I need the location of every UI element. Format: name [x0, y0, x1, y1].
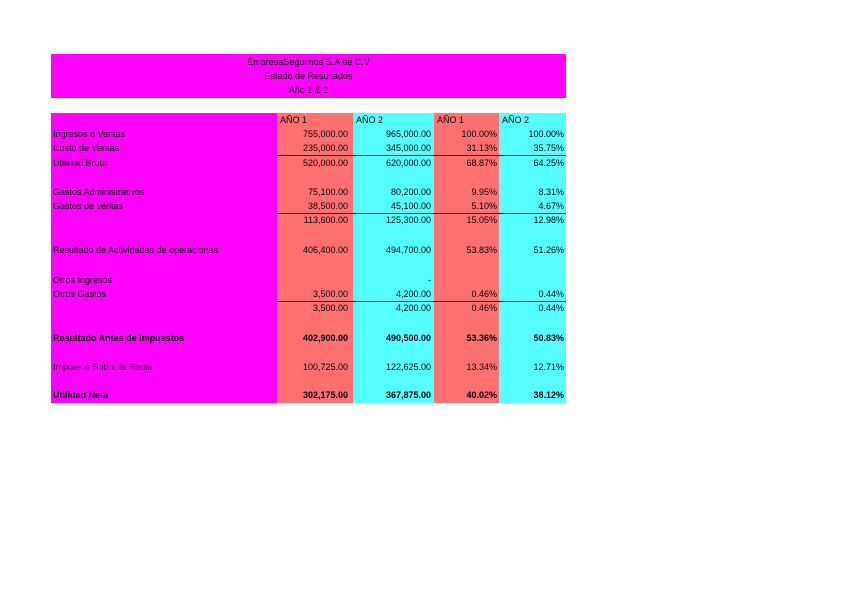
- year2-amount: -: [428, 275, 431, 285]
- year2-amount: 367,875.00: [385, 390, 431, 400]
- year2-amount: 125,300.00: [385, 215, 431, 225]
- row-total-otros: [51, 302, 566, 315]
- year1-amount: 113,600.00: [303, 215, 348, 225]
- year1-percent: [434, 274, 497, 287]
- year1-amount: 3,500.00: [312, 303, 348, 313]
- year2-percent: [499, 274, 564, 287]
- row-gastos-administrativos: [51, 186, 566, 199]
- year1-amount: 402,900.00: [302, 333, 348, 343]
- year1-percent: 9.95%: [471, 187, 497, 197]
- year1-percent: 53.36%: [466, 333, 497, 343]
- year2-percent: 64.25%: [533, 158, 564, 168]
- row-label: Resultado Antes de Impuestos: [53, 333, 185, 343]
- row-label: Utilidad Bruta: [53, 158, 108, 168]
- year2-percent: 12.71%: [533, 362, 564, 372]
- row-label: Otros Ingresos: [53, 275, 113, 285]
- year1-amount: 406,400.00: [302, 245, 348, 255]
- year1-percent: 40.02%: [466, 390, 497, 400]
- company-name: EmpresaSeguimos S.A de C.V: [247, 57, 370, 67]
- year2-amount: 45,100.00: [390, 201, 431, 211]
- row-otros-ingresos: [51, 274, 566, 287]
- year1-percent: 53.83%: [466, 245, 497, 255]
- statement-period: Año 1 & 2: [288, 85, 329, 95]
- row-impuesto-renta: [51, 361, 566, 374]
- year2-amount: 4,200.00: [395, 303, 431, 313]
- year2-percent: 50.83%: [533, 333, 564, 343]
- subtotal-rule: [277, 155, 566, 156]
- column-header-row: [51, 114, 566, 127]
- year1-percent: 68.87%: [466, 158, 497, 168]
- year2-amount: 122,625.00: [385, 362, 431, 372]
- year2-amount: 620,000.00: [385, 158, 431, 168]
- year1-percent: 0.46%: [471, 289, 497, 299]
- col-header-year1-amount: AÑO 1: [280, 115, 308, 125]
- year1-amount: 302,175.00: [302, 390, 348, 400]
- row-ingresos-ventas: [51, 128, 566, 141]
- year1-amount: 235,000.00: [302, 143, 348, 153]
- year2-percent: 0.44%: [538, 303, 564, 313]
- row-costo-ventas: [51, 142, 566, 155]
- col-header-year2-amount: AÑO 2: [356, 115, 384, 125]
- year2-amount: 494,700.00: [385, 245, 431, 255]
- year2-amount: 80,200.00: [390, 187, 431, 197]
- year1-amount: 3,500.00: [312, 289, 348, 299]
- year2-percent: 100.00%: [528, 129, 564, 139]
- year1-amount: [277, 274, 348, 287]
- col-header-year1-percent: AÑO 1: [437, 115, 465, 125]
- row-utilidad-bruta: [51, 157, 566, 170]
- row-label: Resultado de Actividades de operaciones: [53, 245, 219, 255]
- row-label: Gastos Administrativos: [53, 187, 145, 197]
- row-resultado-antes-impuestos: [51, 332, 566, 345]
- col-header-year2-percent: AÑO 2: [502, 115, 530, 125]
- row-resultado-operaciones: [51, 244, 566, 257]
- year2-amount: 345,000.00: [385, 143, 431, 153]
- year1-amount: 100,725.00: [302, 362, 348, 372]
- year2-amount: 4,200.00: [395, 289, 431, 299]
- row-label: Gastos de ventas: [53, 201, 124, 211]
- year1-amount: 38,500.00: [307, 201, 348, 211]
- year2-amount: 490,500.00: [385, 333, 431, 343]
- year2-percent: 12.98%: [533, 215, 564, 225]
- year1-percent: 0.46%: [471, 303, 497, 313]
- year2-amount: 965,000.00: [385, 129, 431, 139]
- year2-percent: 35.75%: [533, 143, 564, 153]
- row-label: Otros Gastos: [53, 289, 107, 299]
- statement-title: Estado de Resultados: [264, 71, 353, 81]
- year2-percent: 0.44%: [538, 289, 564, 299]
- row-total-gastos: [51, 214, 566, 227]
- row-label: Ingresos o Ventas: [53, 129, 126, 139]
- row-utilidad-neta: [51, 389, 566, 402]
- year1-percent: 100.00%: [461, 129, 497, 139]
- report-header: [51, 54, 566, 98]
- year2-percent: 4.67%: [538, 201, 564, 211]
- year2-percent: 51.26%: [533, 245, 564, 255]
- year2-percent: 8.31%: [538, 187, 564, 197]
- year2-percent: 38.12%: [533, 390, 564, 400]
- row-gastos-ventas: [51, 200, 566, 213]
- year1-percent: 31.13%: [466, 143, 497, 153]
- row-label: Costo de Ventas: [53, 143, 120, 153]
- row-otros-gastos: [51, 288, 566, 301]
- year1-amount: 520,000.00: [302, 158, 348, 168]
- year1-amount: 75,100.00: [307, 187, 348, 197]
- row-label: Impuesto Sobre la Renta: [53, 362, 153, 372]
- year1-percent: 5.10%: [471, 201, 497, 211]
- year1-percent: 13.34%: [466, 362, 497, 372]
- year1-percent: 15.05%: [466, 215, 497, 225]
- year1-amount: 755,000.00: [302, 129, 348, 139]
- row-label: Utilidad Neta: [53, 390, 109, 400]
